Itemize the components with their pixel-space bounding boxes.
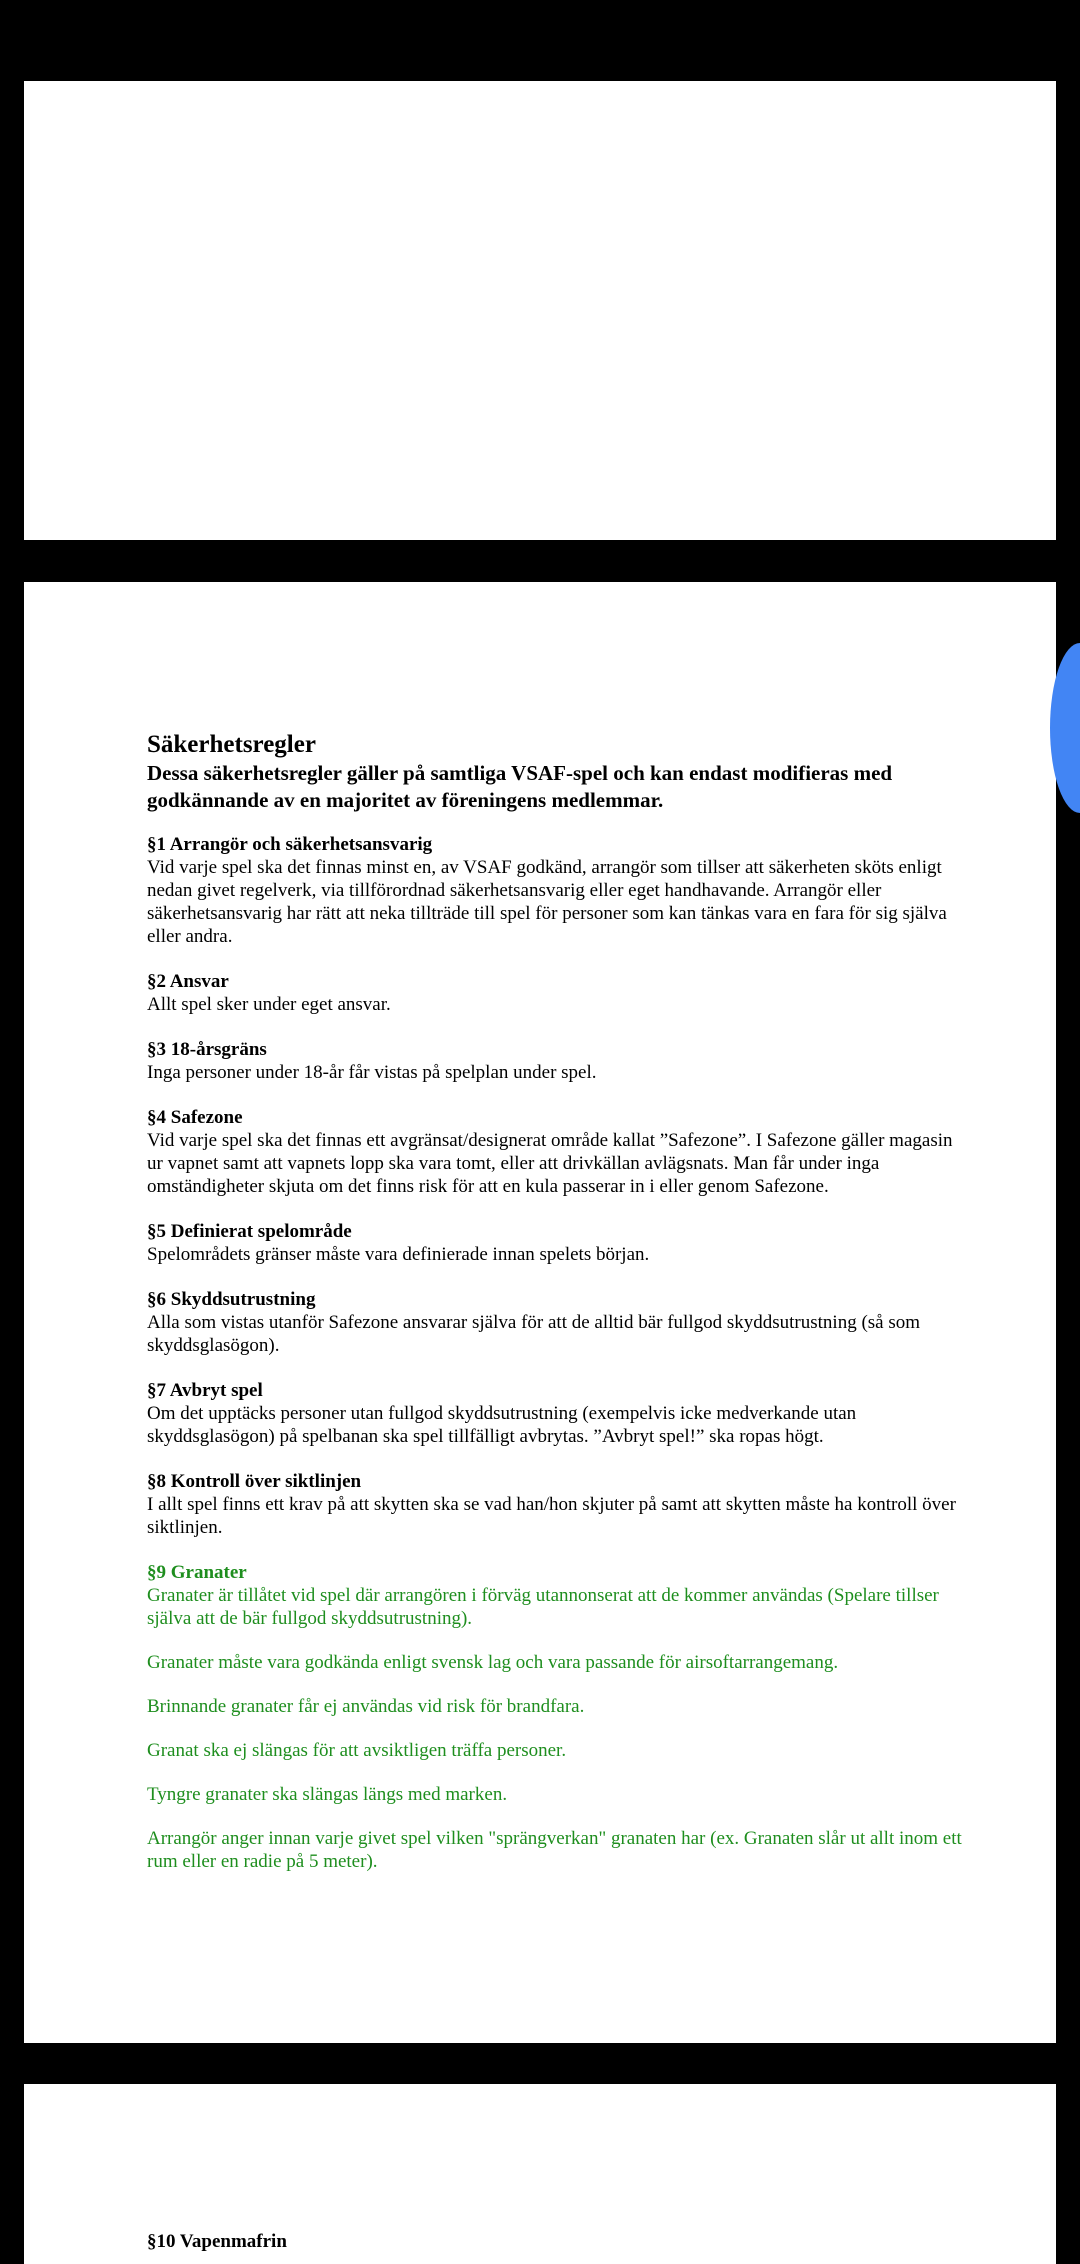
section-heading: §5 Definierat spelområde xyxy=(147,1221,352,1242)
section-9-granater xyxy=(147,1561,967,1873)
section-7 xyxy=(147,1379,967,1448)
section-heading: §6 Skyddsutrustning xyxy=(147,1289,316,1310)
section-paragraph: Brinnande granater får ej användas vid risk för brandfara. xyxy=(147,1696,585,1717)
section-6 xyxy=(147,1288,967,1357)
section-body: Inga personer under 18-år får vistas på spelplan under spel. xyxy=(147,1062,597,1083)
page-content xyxy=(147,730,967,1895)
section-2 xyxy=(147,970,967,1016)
document-page-next xyxy=(24,2084,1056,2264)
document-intro: Dessa säkerhetsregler gäller på samtliga VSAF-spel och kan endast modifieras med godkännande av en majoritet av föreningens medlemmar. xyxy=(147,761,893,812)
section-heading: §2 Ansvar xyxy=(147,971,229,992)
section-4 xyxy=(147,1106,967,1198)
section-body: Om det upptäcks personer utan fullgod skyddsutrustning (exempelvis icke medverkande utan skyddsglasögon) på spelbanan ska spel tillfälligt avbrytas. ”Avbryt spel!” ska ropas högt. xyxy=(147,1403,857,1447)
section-body: I allt spel finns ett krav på att skytten ska se vad han/hon skjuter på samt att skytten måste ha kontroll över siktlinjen. xyxy=(147,1494,956,1538)
section-heading: §8 Kontroll över siktlinjen xyxy=(147,1471,362,1492)
section-5 xyxy=(147,1220,967,1266)
section-heading: §1 Arrangör och säkerhetsansvarig xyxy=(147,834,433,855)
section-1 xyxy=(147,833,967,948)
section-body: Allt spel sker under eget ansvar. xyxy=(147,994,391,1015)
page-content xyxy=(147,2230,967,2253)
section-heading: §10 Vapenmafrin xyxy=(147,2231,287,2252)
section-paragraph: Granat ska ej slängas för att avsiktligen träffa personer. xyxy=(147,1740,567,1761)
section-body: Vid varje spel ska det finnas minst en, av VSAF godkänd, arrangör som tillser att säkerheten sköts enligt nedan givet regelverk, via tillförordnad säkerhetsansvarig eller eget handhavande. Arrangör eller säkerhetsansvarig har rätt att neka tillträde till spel för personer som kan tänkas vara en fara för sig själva eller andra. xyxy=(147,857,947,947)
section-body: Alla som vistas utanför Safezone ansvarar själva för att de alltid bär fullgod skyddsutrustning (så som skyddsglasögon). xyxy=(147,1312,921,1356)
section-heading: §9 Granater xyxy=(147,1562,247,1583)
section-body: Vid varje spel ska det finnas ett avgränsat/designerat område kallat ”Safezone”. I Safezone gäller magasin ur vapnet samt att vapnets lopp ska vara tomt, eller att drivkällan avlägsnats. Man får under inga omständigheter skjuta om det finns risk för att en kula passerar in i eller genom Safezone. xyxy=(147,1130,953,1197)
section-8 xyxy=(147,1470,967,1539)
section-heading: §4 Safezone xyxy=(147,1107,243,1128)
section-heading: §7 Avbryt spel xyxy=(147,1380,263,1401)
section-3 xyxy=(147,1038,967,1084)
section-body: Spelområdets gränser måste vara definierade innan spelets början. xyxy=(147,1244,650,1265)
section-heading: §3 18-årsgräns xyxy=(147,1039,267,1060)
document-page-blank xyxy=(24,81,1056,540)
section-paragraph: Tyngre granater ska slängas längs med marken. xyxy=(147,1784,508,1805)
section-body: Granater är tillåtet vid spel där arrangören i förväg utannonserat att de kommer användas (Spelare tillser själva att de bär fullgod skyddsutrustning). xyxy=(147,1585,939,1629)
section-paragraph: Granater måste vara godkända enligt svensk lag och vara passande för airsoftarrangemang. xyxy=(147,1652,839,1673)
document-page-rules xyxy=(24,582,1056,2043)
document-title: Säkerhetsregler xyxy=(147,731,316,758)
section-paragraph: Arrangör anger innan varje givet spel vilken "sprängverkan" granaten har (ex. Granaten slår ut allt inom ett rum eller en radie på 5 meter). xyxy=(147,1828,962,1872)
